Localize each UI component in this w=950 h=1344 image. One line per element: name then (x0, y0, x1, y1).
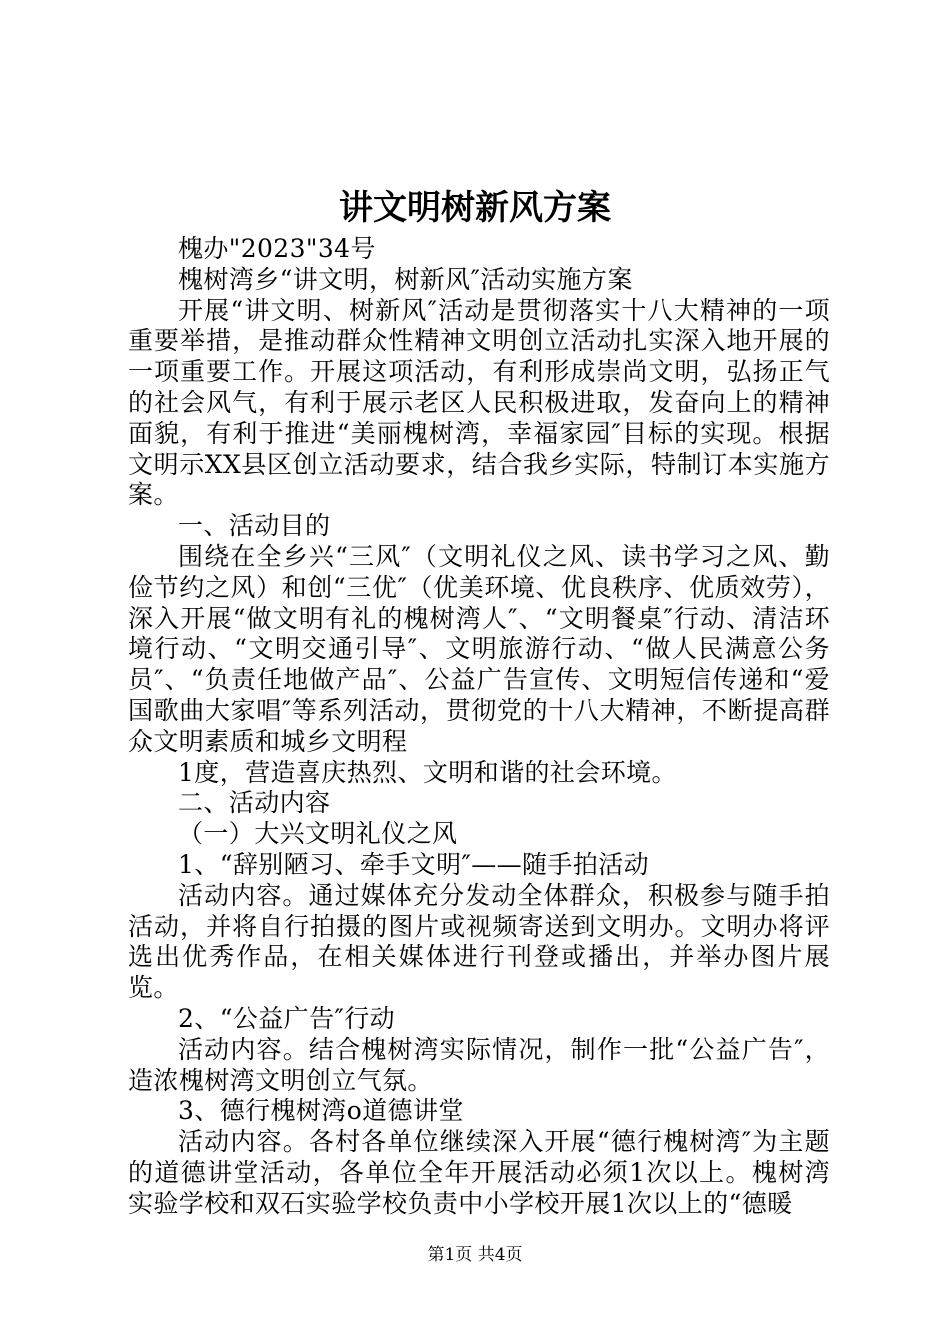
document-title: 讲文明树新风方案 (339, 188, 611, 228)
section-heading-1: 一、活动目的 (178, 511, 331, 541)
subsection-heading-1: （一）大兴文明礼仪之风 (178, 819, 458, 849)
item-heading-3: 3、德行槐树湾o道德讲堂 (178, 1096, 464, 1126)
item-content-2: 活动内容。结合槐树湾实际情况，制作一批“公益广告″，造浓槐树湾文明创立气氛。 (128, 1034, 830, 1095)
item-content-1: 活动内容。通过媒体充分发动全体群众，积极参与随手拍活动，并将自行拍摄的图片或视频寄送到文明办。文明办将评选出优秀作品，在相关媒体进行刊登或播出，并举办图片展览。 (128, 880, 830, 1003)
purpose-paragraph-continued: 1度，营造喜庆热烈、文明和谐的社会环境。 (178, 757, 677, 787)
item-heading-2: 2、“公益广告″行动 (178, 1003, 396, 1033)
document-body (128, 234, 830, 1220)
purpose-paragraph: 围绕在全乡兴“三风″（文明礼仪之风、读书学习之风、勤俭节约之风）和创“三优″（优美环境、优良秩序、优质效劳），深入开展“做文明有礼的槐树湾人″、“文明餐桌″行动、清洁环境行动、“文明交通引导″、文明旅游行动、“做人民满意公务员″、“负责任地做产品″、公益广告宣传、文明短信传递和“爱国歌曲大家唱″等系列活动，贯彻党的十八大精神，不断提高群众文明素质和城乡文明程 (128, 541, 830, 756)
page-footer: 第1页 共4页 (427, 1245, 523, 1265)
document-number: 槐办"2023"34号 (178, 234, 376, 263)
intro-paragraph: 开展“讲文明、树新风″活动是贯彻落实十八大精神的一项重要举措，是推动群众性精神文明创立活动扎实深入地开展的一项重要工作。开展这项活动，有利形成崇尚文明，弘扬正气的社会风气，有利于展示老区人民积极进取，发奋向上的精神面貌，有利于推进“美丽槐树湾，幸福家园″目标的实现。根据文明示XX县区创立活动要求，结合我乡实际，特制订本实施方案。 (128, 295, 830, 510)
item-heading-1: 1、“辞别陋习、牵手文明″——随手拍活动 (178, 849, 650, 879)
item-content-3: 活动内容。各村各单位继续深入开展“德行槐树湾″为主题的道德讲堂活动，各单位全年开展活动必须1次以上。槐树湾实验学校和双石实验学校负责中小学校开展1次以上的“德暖 (128, 1127, 830, 1218)
section-heading-2: 二、活动内容 (178, 788, 331, 818)
subtitle: 槐树湾乡“讲文明，树新风″活动实施方案 (178, 264, 633, 294)
